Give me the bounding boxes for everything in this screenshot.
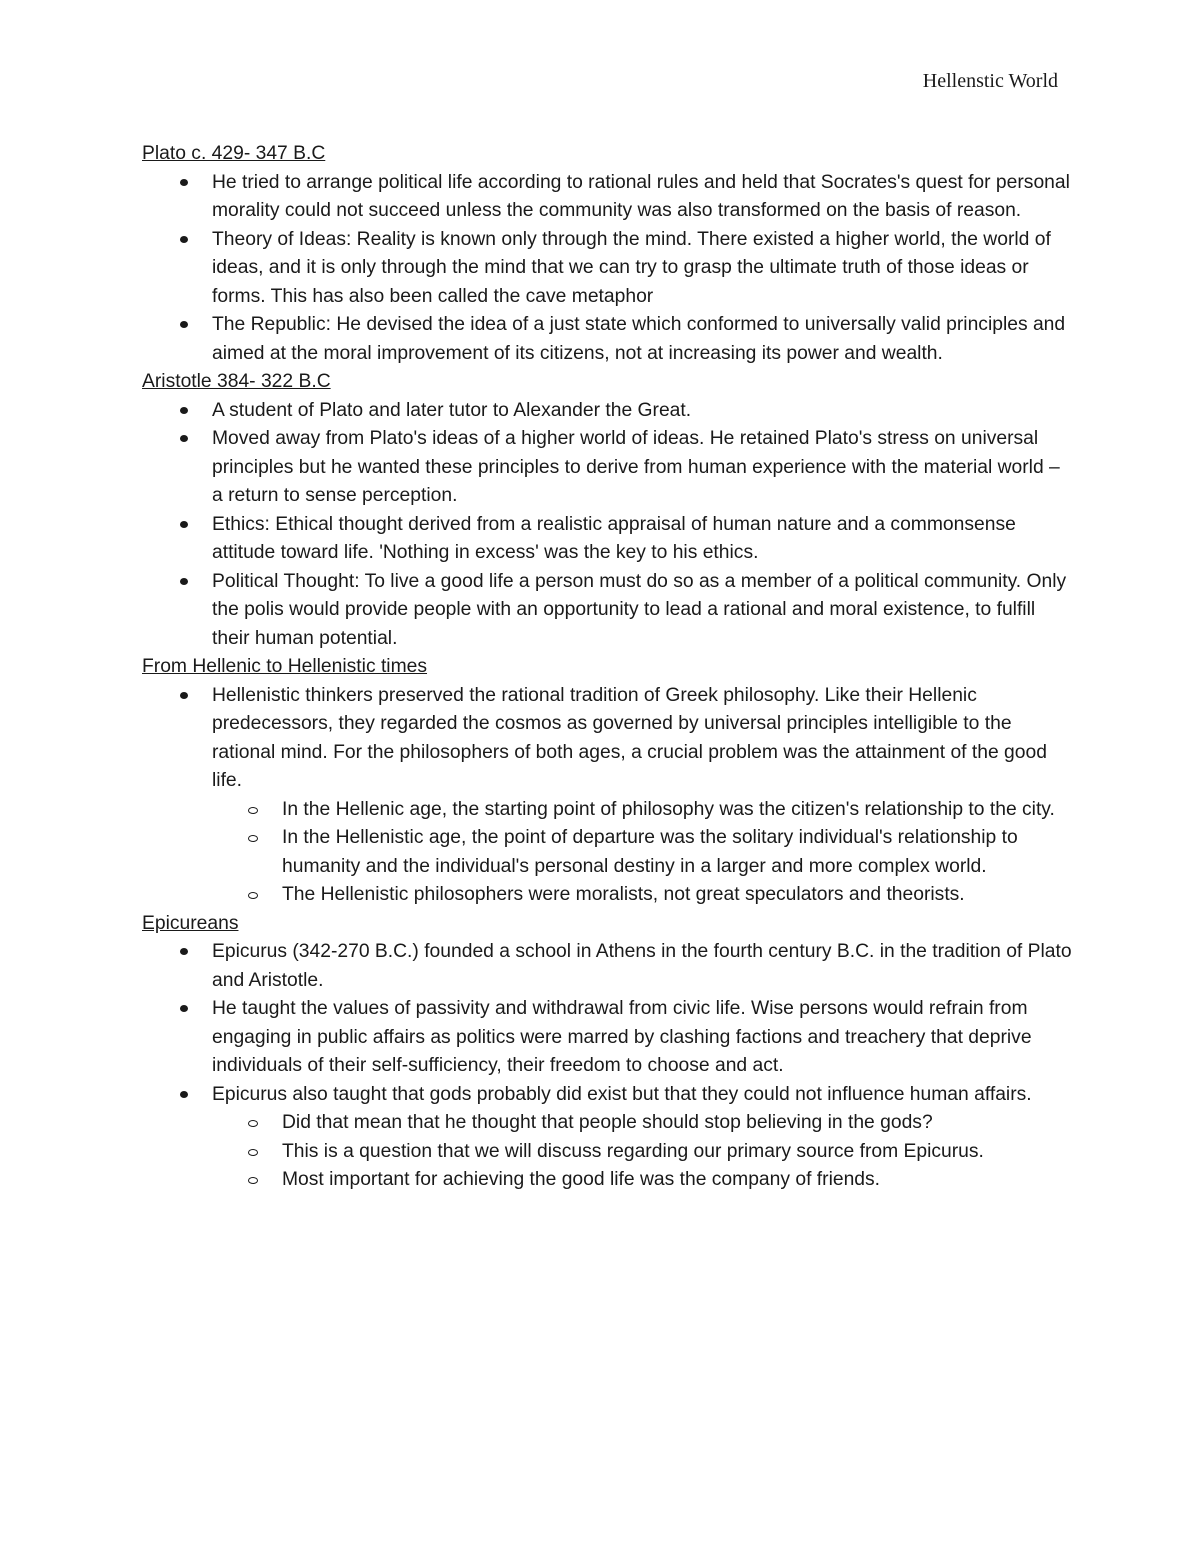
section-heading: Plato c. 429- 347 B.C (142, 143, 326, 164)
bullet-list (142, 682, 1072, 910)
list-item-text: He taught the values of passivity and withdrawal from civic life. Wise persons would refrain from engaging in public affairs as politics were marred by clashing factions and treachery that deprive individuals of their self-sufficiency, their freedom to choose and act. (212, 998, 1032, 1076)
bullet-icon (180, 321, 188, 328)
sub-list-item-text: The Hellenistic philosophers were moralists, not great speculators and theorists. (282, 884, 965, 905)
sub-list-item-text: Did that mean that he thought that people should stop believing in the gods? (282, 1112, 933, 1133)
section-heading: Aristotle 384- 322 B.C (142, 371, 331, 392)
bullet-icon (180, 948, 188, 955)
page-header-title: Hellenstic World (922, 70, 1058, 92)
list-item-text: Epicurus (342-270 B.C.) founded a school in Athens in the fourth century B.C. in the tradition of Plato and Aristotle. (212, 941, 1072, 991)
section-heading: From Hellenic to Hellenistic times (142, 656, 428, 677)
list-item (142, 226, 1072, 312)
list-item-text: Theory of Ideas: Reality is known only through the mind. There existed a higher world, the world of ideas, and it is only through the mind that we can try to grasp the ultimate truth of those ideas or forms. This has also been called the cave metaphor (212, 228, 1051, 307)
sub-list-item (142, 881, 1072, 910)
list-item-text: Hellenistic thinkers preserved the rational tradition of Greek philosophy. Like their Hellenic predecessors, they regarded the cosmos as governed by universal principles intelligible to the rational mind. For the philosophers of both ages, a crucial problem was the attainment of the good life. (212, 684, 1047, 791)
hollow-bullet-icon (248, 892, 258, 899)
list-item (142, 311, 1072, 368)
list-item (142, 169, 1072, 226)
hollow-bullet-icon (248, 1149, 258, 1156)
list-item (142, 995, 1072, 1081)
bullet-icon (180, 407, 188, 414)
hollow-bullet-icon (248, 835, 258, 842)
bullet-list (142, 938, 1072, 1195)
list-item-text: Moved away from Plato's ideas of a higher world of ideas. He retained Plato's stress on universal principles but he wanted these principles to derive from human experience with the material world – a return to sense perception. (212, 428, 1060, 506)
list-item (142, 425, 1072, 511)
list-item-text: He tried to arrange political life according to rational rules and held that Socrates's quest for personal morality could not succeed unless the community was also transformed on the basis of reason. (212, 171, 1070, 221)
bullet-icon (180, 578, 188, 585)
section-epicureans (142, 910, 1072, 1195)
bullet-list (142, 169, 1072, 369)
section-plato (142, 140, 1072, 368)
sub-list-item (142, 824, 1072, 881)
section-heading: Epicureans (142, 912, 239, 934)
list-item (142, 682, 1072, 910)
bullet-icon (180, 179, 188, 186)
list-item-text: Political Thought: To live a good life a person must do so as a member of a political community. Only the polis would provide people with an opportunity to lead a rational and moral existence, to fulfill their human potential. (212, 570, 1067, 649)
list-item (142, 1081, 1072, 1195)
list-item-text: Epicurus also taught that gods probably did exist but that they could not influence human affairs. (212, 1083, 1032, 1105)
sub-list-item (142, 1138, 1072, 1167)
sub-list-item-text: In the Hellenic age, the starting point of philosophy was the citizen's relationship to the city. (282, 798, 1055, 820)
list-item-text: A student of Plato and later tutor to Alexander the Great. (212, 399, 692, 421)
hollow-bullet-icon (248, 807, 258, 814)
bullet-list (142, 397, 1072, 654)
bullet-icon (180, 692, 188, 699)
list-item (142, 938, 1072, 995)
bullet-icon (180, 521, 188, 528)
section-aristotle (142, 368, 1072, 653)
list-item-text: Ethics: Ethical thought derived from a realistic appraisal of human nature and a commonsense attitude toward life. 'Nothing in excess' was the key to his ethics. (212, 513, 1016, 563)
sub-bullet-list (212, 796, 1072, 910)
sub-list-item (142, 796, 1072, 825)
list-item (142, 511, 1072, 568)
list-item (142, 568, 1072, 654)
section-hellenic-to-hellenistic (142, 653, 1072, 910)
bullet-icon (180, 435, 188, 442)
sub-list-item (142, 1166, 1072, 1195)
bullet-icon (180, 236, 188, 243)
document-body (142, 140, 1072, 1195)
hollow-bullet-icon (248, 1120, 258, 1127)
bullet-icon (180, 1091, 188, 1098)
sub-list-item-text: This is a question that we will discuss regarding our primary source from Epicurus. (282, 1140, 984, 1162)
list-item-text: The Republic: He devised the idea of a just state which conformed to universally valid principles and aimed at the moral improvement of its citizens, not at increasing its power and wealth. (212, 314, 1066, 364)
sub-bullet-list (212, 1109, 1072, 1195)
sub-list-item-text: In the Hellenistic age, the point of departure was the solitary individual's relationship to humanity and the individual's personal destiny in a larger and more complex world. (282, 827, 1018, 877)
sub-list-item (142, 1109, 1072, 1138)
hollow-bullet-icon (248, 1177, 258, 1184)
list-item (142, 397, 1072, 426)
bullet-icon (180, 1005, 188, 1012)
sub-list-item-text: Most important for achieving the good life was the company of friends. (282, 1169, 881, 1190)
